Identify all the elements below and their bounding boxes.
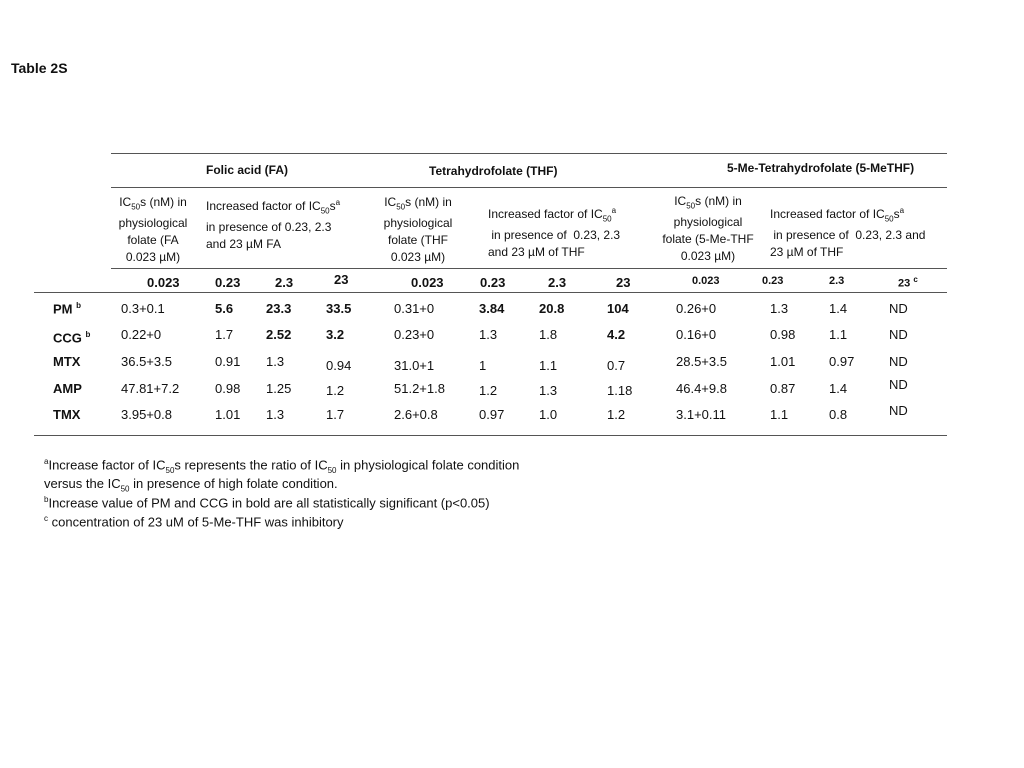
table-cell: 5.6 [215,301,234,316]
table-cell: ND [889,327,908,342]
concentration-rule [34,292,947,293]
table-cell: 1.7 [326,407,345,422]
table-cell: ND [889,403,908,418]
table-cell: 0.3+0.1 [121,301,165,316]
conc-cell: 23 [334,272,349,287]
table-cell: 1.3 [770,301,789,316]
table-cell: 0.7 [607,358,626,373]
table-bottom-rule [34,435,947,436]
table-cell: 1.2 [326,383,345,398]
table-cell: 51.2+1.8 [394,381,445,396]
conc-cell-last: 23 $^c$ [898,275,918,290]
group-header-fa: Folic acid (FA) [206,163,289,177]
conc-cell: 0.23 [215,275,241,290]
table-cell: 0.31+0 [394,301,435,316]
table-cell: 0.94 [326,358,352,373]
table-cell: 3.2 [326,327,345,342]
group-header-methf: 5-Me-Tetrahydrofolate (5-MeTHF) [727,161,915,175]
footnote-a-line1: $^a$Increase factor of $IC_{50}s$ represents the ratio of $IC_{50}$ in physiological folate condition [44,457,520,475]
table-cell: 0.22+0 [121,327,162,342]
table-cell: 0.26+0 [676,301,717,316]
table-cell: 47.81+7.2 [121,381,180,396]
group-header-thf: Tetrahydrofolate (THF) [429,164,558,178]
table-cell: 1.2 [479,383,498,398]
table-cell: 20.8 [539,301,565,316]
group-header-rule [111,187,947,188]
conc-cell: 0.023 [411,275,444,290]
table-cell: 1.2 [607,407,626,422]
subheader-thf-factor: Increased factor of $IC_{50}^a$ in presence of 0.23, 2.3 and 23 µM of THF [488,206,621,260]
table-cell: 3.1+0.11 [676,407,727,422]
footnote-b: $^b$Increase value of PM and CCG in bold are all statistically significant (p<0.05) [44,495,490,511]
table-cell: 1.25 [266,381,292,396]
table-cell: 1.01 [770,354,796,369]
table-cell: 1.8 [539,327,558,342]
conc-cell: 23 [616,275,631,290]
table-cell: 0.98 [770,327,796,342]
table-cell: ND [889,377,908,392]
table-cell: 0.16+0 [676,327,717,342]
table-cell: 0.87 [770,381,796,396]
subheader-methf-factor: Increased factor of $IC_{50}s^a$ in presence of 0.23, 2.3 and 23 µM of THF [770,206,926,260]
table-cell: 46.4+9.8 [676,381,727,396]
table-cell: 1.3 [539,383,558,398]
subheader-thf-ic50: $IC_{50}s$ (nM) in physiological folate (THF 0.023 µM) [383,195,453,265]
conc-cell: 2.3 [275,275,294,290]
drug-label: CCG $^b$ [53,330,91,346]
table-cell: 3.84 [479,301,505,316]
table-cell: 0.8 [829,407,848,422]
table-cell: 0.97 [829,354,855,369]
drug-label: PM $^b$ [53,301,82,317]
table-cell: 1.4 [829,381,848,396]
table-cell: 4.2 [607,327,626,342]
conc-cell: 0.023 [692,275,720,287]
conc-cell: 2.3 [548,275,567,290]
subheader-methf-ic50: $IC_{50}s$ (nM) in physiological folate (5-Me-THF 0.023 µM) [662,194,754,264]
table-cell: 28.5+3.5 [676,354,727,369]
subheader-rule [111,268,947,269]
table-cell: 1.3 [479,327,498,342]
table-cell: 1.18 [607,383,633,398]
table-cell: 1.1 [539,358,558,373]
table-cell: 1.3 [266,354,285,369]
table-cell: 0.23+0 [394,327,435,342]
table-cell: ND [889,301,908,316]
table-cell: 1.7 [215,327,234,342]
table-cell: 1.1 [829,327,848,342]
table-cell: 1.1 [770,407,789,422]
footnote-a-line2: versus the $IC_{50}$ in presence of high folate condition. [44,476,338,494]
drug-label: MTX [53,354,81,369]
table-cell: 33.5 [326,301,352,316]
table-cell: 0.91 [215,354,241,369]
table-cell: 1 [479,358,487,373]
conc-cell: 0.23 [480,275,506,290]
table-cell: 31.0+1 [394,358,435,373]
table-top-rule [111,153,947,154]
table-cell: ND [889,354,908,369]
table-cell: 2.52 [266,327,292,342]
table-cell: 1.3 [266,407,285,422]
table-title: Table 2S [11,60,68,76]
table-cell: 0.97 [479,407,505,422]
drug-label: TMX [53,407,81,422]
table-cell: 3.95+0.8 [121,407,172,422]
table-cell: 1.0 [539,407,558,422]
table-cell: 23.3 [266,301,292,316]
drug-label: AMP [53,381,82,396]
table-cell: 1.01 [215,407,241,422]
subheader-fa-ic50: $IC_{50}s$ (nM) in physiological folate (FA 0.023 µM) [118,195,188,265]
table-cell: 1.4 [829,301,848,316]
conc-cell: 0.23 [762,275,784,287]
footnote-c: $^c$ concentration of 23 uM of 5-Me-THF was inhibitory [44,514,344,530]
conc-cell: 2.3 [829,275,845,287]
table-cell: 2.6+0.8 [394,407,438,422]
table-cell: 0.98 [215,381,241,396]
table-cell: 104 [607,301,629,316]
table-cell: 36.5+3.5 [121,354,172,369]
conc-cell: 0.023 [147,275,180,290]
subheader-fa-factor: Increased factor of $IC_{50}s^a$ in presence of 0.23, 2.3 and 23 µM FA [206,198,341,252]
